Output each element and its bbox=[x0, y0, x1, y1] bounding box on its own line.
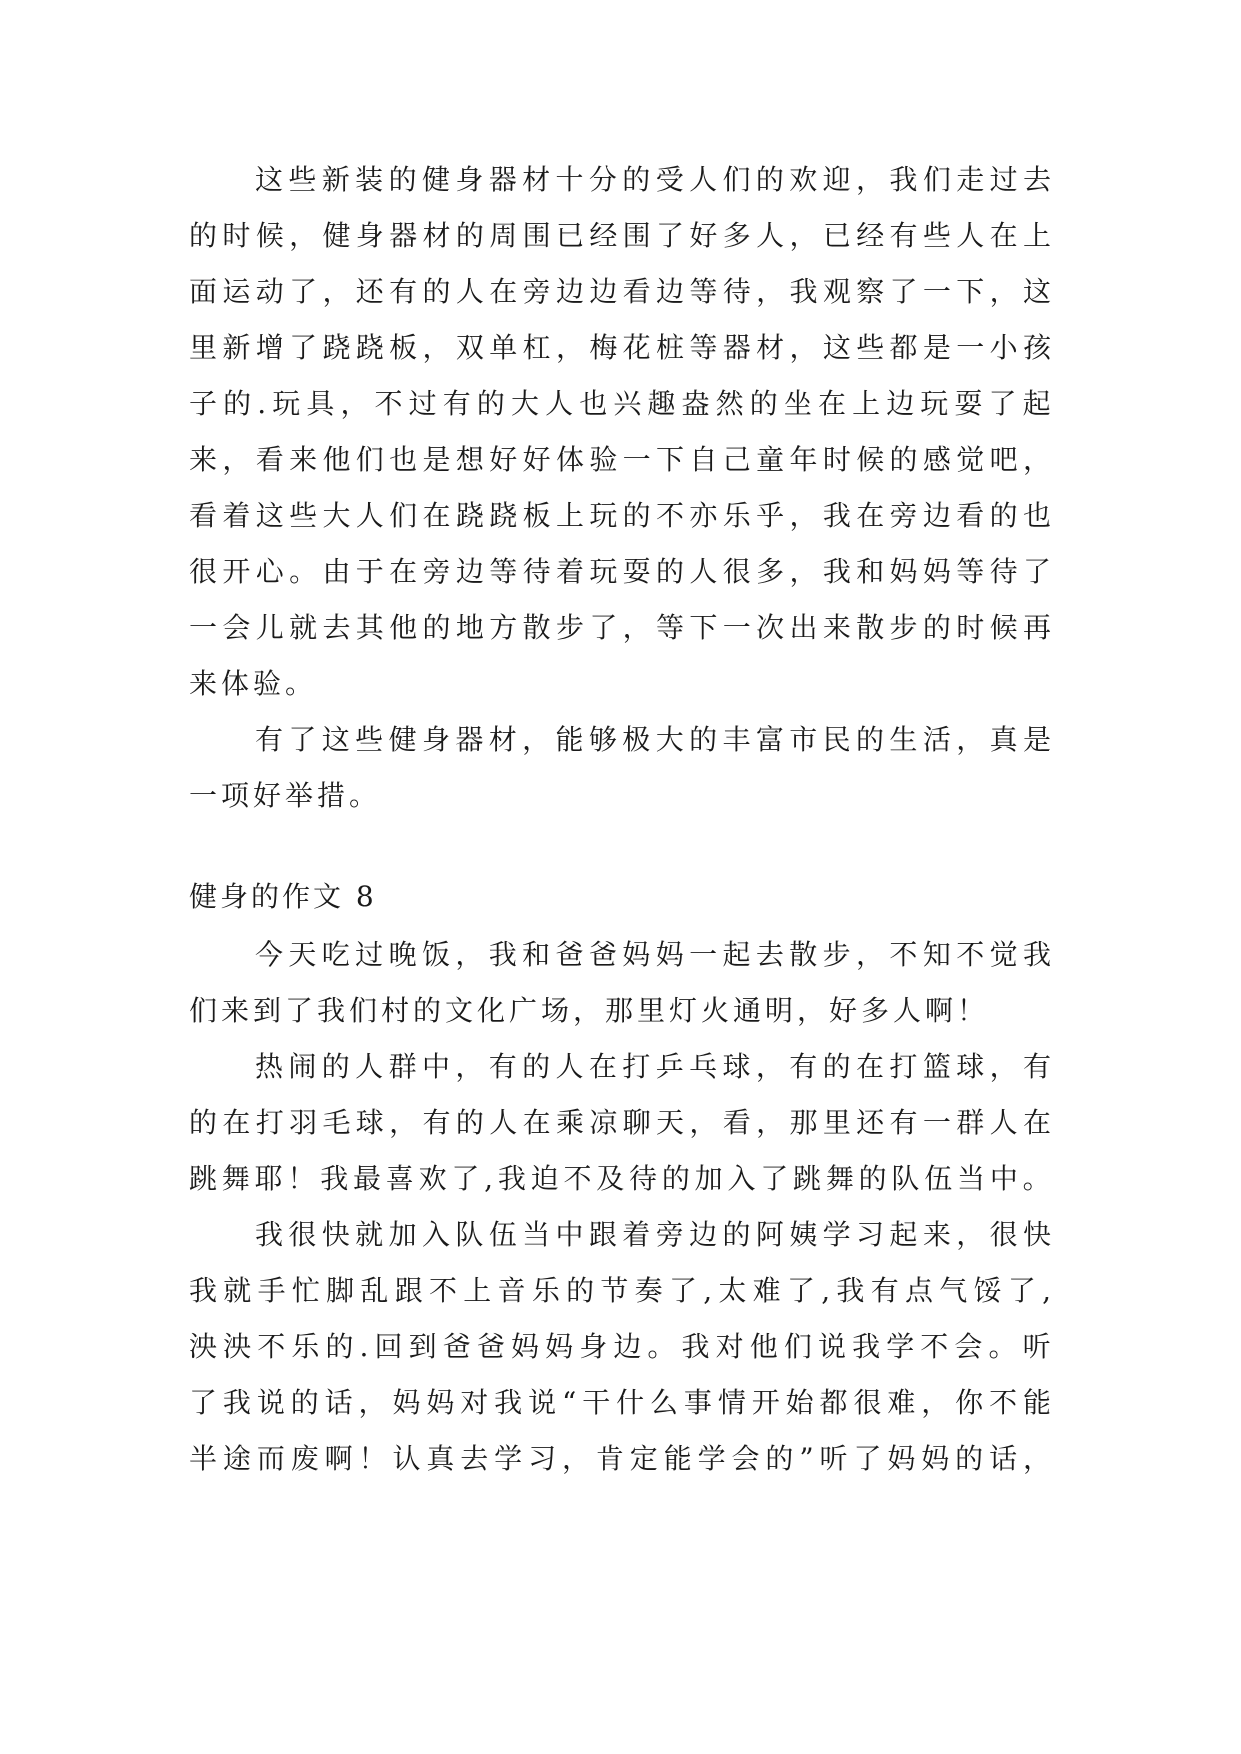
text-line: 的 在 打 羽 毛 球 ， 有 的 人 在 乘 凉 聊 天 ， 看 ， 那 里 还 有 一 群 人 在 bbox=[189, 1106, 1051, 1139]
text-line: 很 开 心 。 由 于 在 旁 边 等 待 着 玩 耍 的 人 很 多 ， 我 和 妈 妈 等 待 了 bbox=[189, 555, 1051, 588]
text-line: 里 新 增 了 跷 跷 板 ， 双 单 杠 ， 梅 花 桩 等 器 材 ， 这 些 都 是 一 小 孩 bbox=[189, 331, 1051, 364]
text-line: 子 的 . 玩 具 ， 不 过 有 的 大 人 也 兴 趣 盎 然 的 坐 在 上 边 玩 耍 了 起 bbox=[189, 387, 1051, 420]
text-line: 我 很 快 就 加 入 队 伍 当 中 跟 着 旁 边 的 阿 姨 学 习 起 来 ， 很 快 bbox=[255, 1218, 1051, 1251]
text-line: 来体验。 bbox=[189, 667, 318, 700]
text-line: 一 会 儿 就 去 其 他 的 地 方 散 步 了 ， 等 下 一 次 出 来 散 步 的 时 候 再 bbox=[189, 611, 1051, 644]
text-line: 我 就 手 忙 脚 乱 跟 不 上 音 乐 的 节 奏 了 , 太 难 了 , 我 有 点 气 馁 了 , bbox=[189, 1274, 1051, 1307]
text-line: 今 天 吃 过 晚 饭 ， 我 和 爸 爸 妈 妈 一 起 去 散 步 ， 不 知 不 觉 我 bbox=[255, 938, 1051, 971]
text-line: 看 着 这 些 大 人 们 在 跷 跷 板 上 玩 的 不 亦 乐 乎 ， 我 在 旁 边 看 的 也 bbox=[189, 499, 1051, 532]
text-line: 们来到了我们村的文化广场，那里灯火通明，好多人啊！ bbox=[189, 994, 990, 1027]
text-line: 这 些 新 装 的 健 身 器 材 十 分 的 受 人 们 的 欢 迎 ， 我 们 走 过 去 bbox=[255, 163, 1051, 196]
text-line: 跳 舞 耶 ！ 我 最 喜 欢 了 , 我 迫 不 及 待 的 加 入 了 跳 舞 的 队 伍 当 中 。 bbox=[189, 1162, 1051, 1195]
text-line: 来 ， 看 来 他 们 也 是 想 好 好 体 验 一 下 自 己 童 年 时 候 的 感 觉 吧 ， bbox=[189, 443, 1051, 476]
text-line: 了 我 说 的 话 ， 妈 妈 对 我 说 “ 干 什 么 事 情 开 始 都 很 难 ， 你 不 能 bbox=[189, 1386, 1051, 1419]
text-line: 面 运 动 了 ， 还 有 的 人 在 旁 边 边 看 边 等 待 ， 我 观 察 了 一 下 ， 这 bbox=[189, 275, 1051, 308]
text-line: 有 了 这 些 健 身 器 材 ， 能 够 极 大 的 丰 富 市 民 的 生 活 ， 真 是 bbox=[255, 723, 1051, 756]
text-line: 的 时 候 ， 健 身 器 材 的 周 围 已 经 围 了 好 多 人 ， 已 经 有 些 人 在 上 bbox=[189, 219, 1051, 252]
text-line: 半 途 而 废 啊 ！ 认 真 去 学 习 ， 肯 定 能 学 会 的 ” 听 了 妈 妈 的 话 ， bbox=[189, 1442, 1051, 1475]
text-line: 泱 泱 不 乐 的 . 回 到 爸 爸 妈 妈 身 边 。 我 对 他 们 说 我 学 不 会 。 听 bbox=[189, 1330, 1051, 1363]
text-line: 热 闹 的 人 群 中 ， 有 的 人 在 打 乒 乓 球 ， 有 的 在 打 篮 球 ， 有 bbox=[255, 1050, 1051, 1083]
section-heading: 健身的作文 8 bbox=[189, 880, 377, 913]
text-line: 一项好举措。 bbox=[189, 779, 382, 812]
